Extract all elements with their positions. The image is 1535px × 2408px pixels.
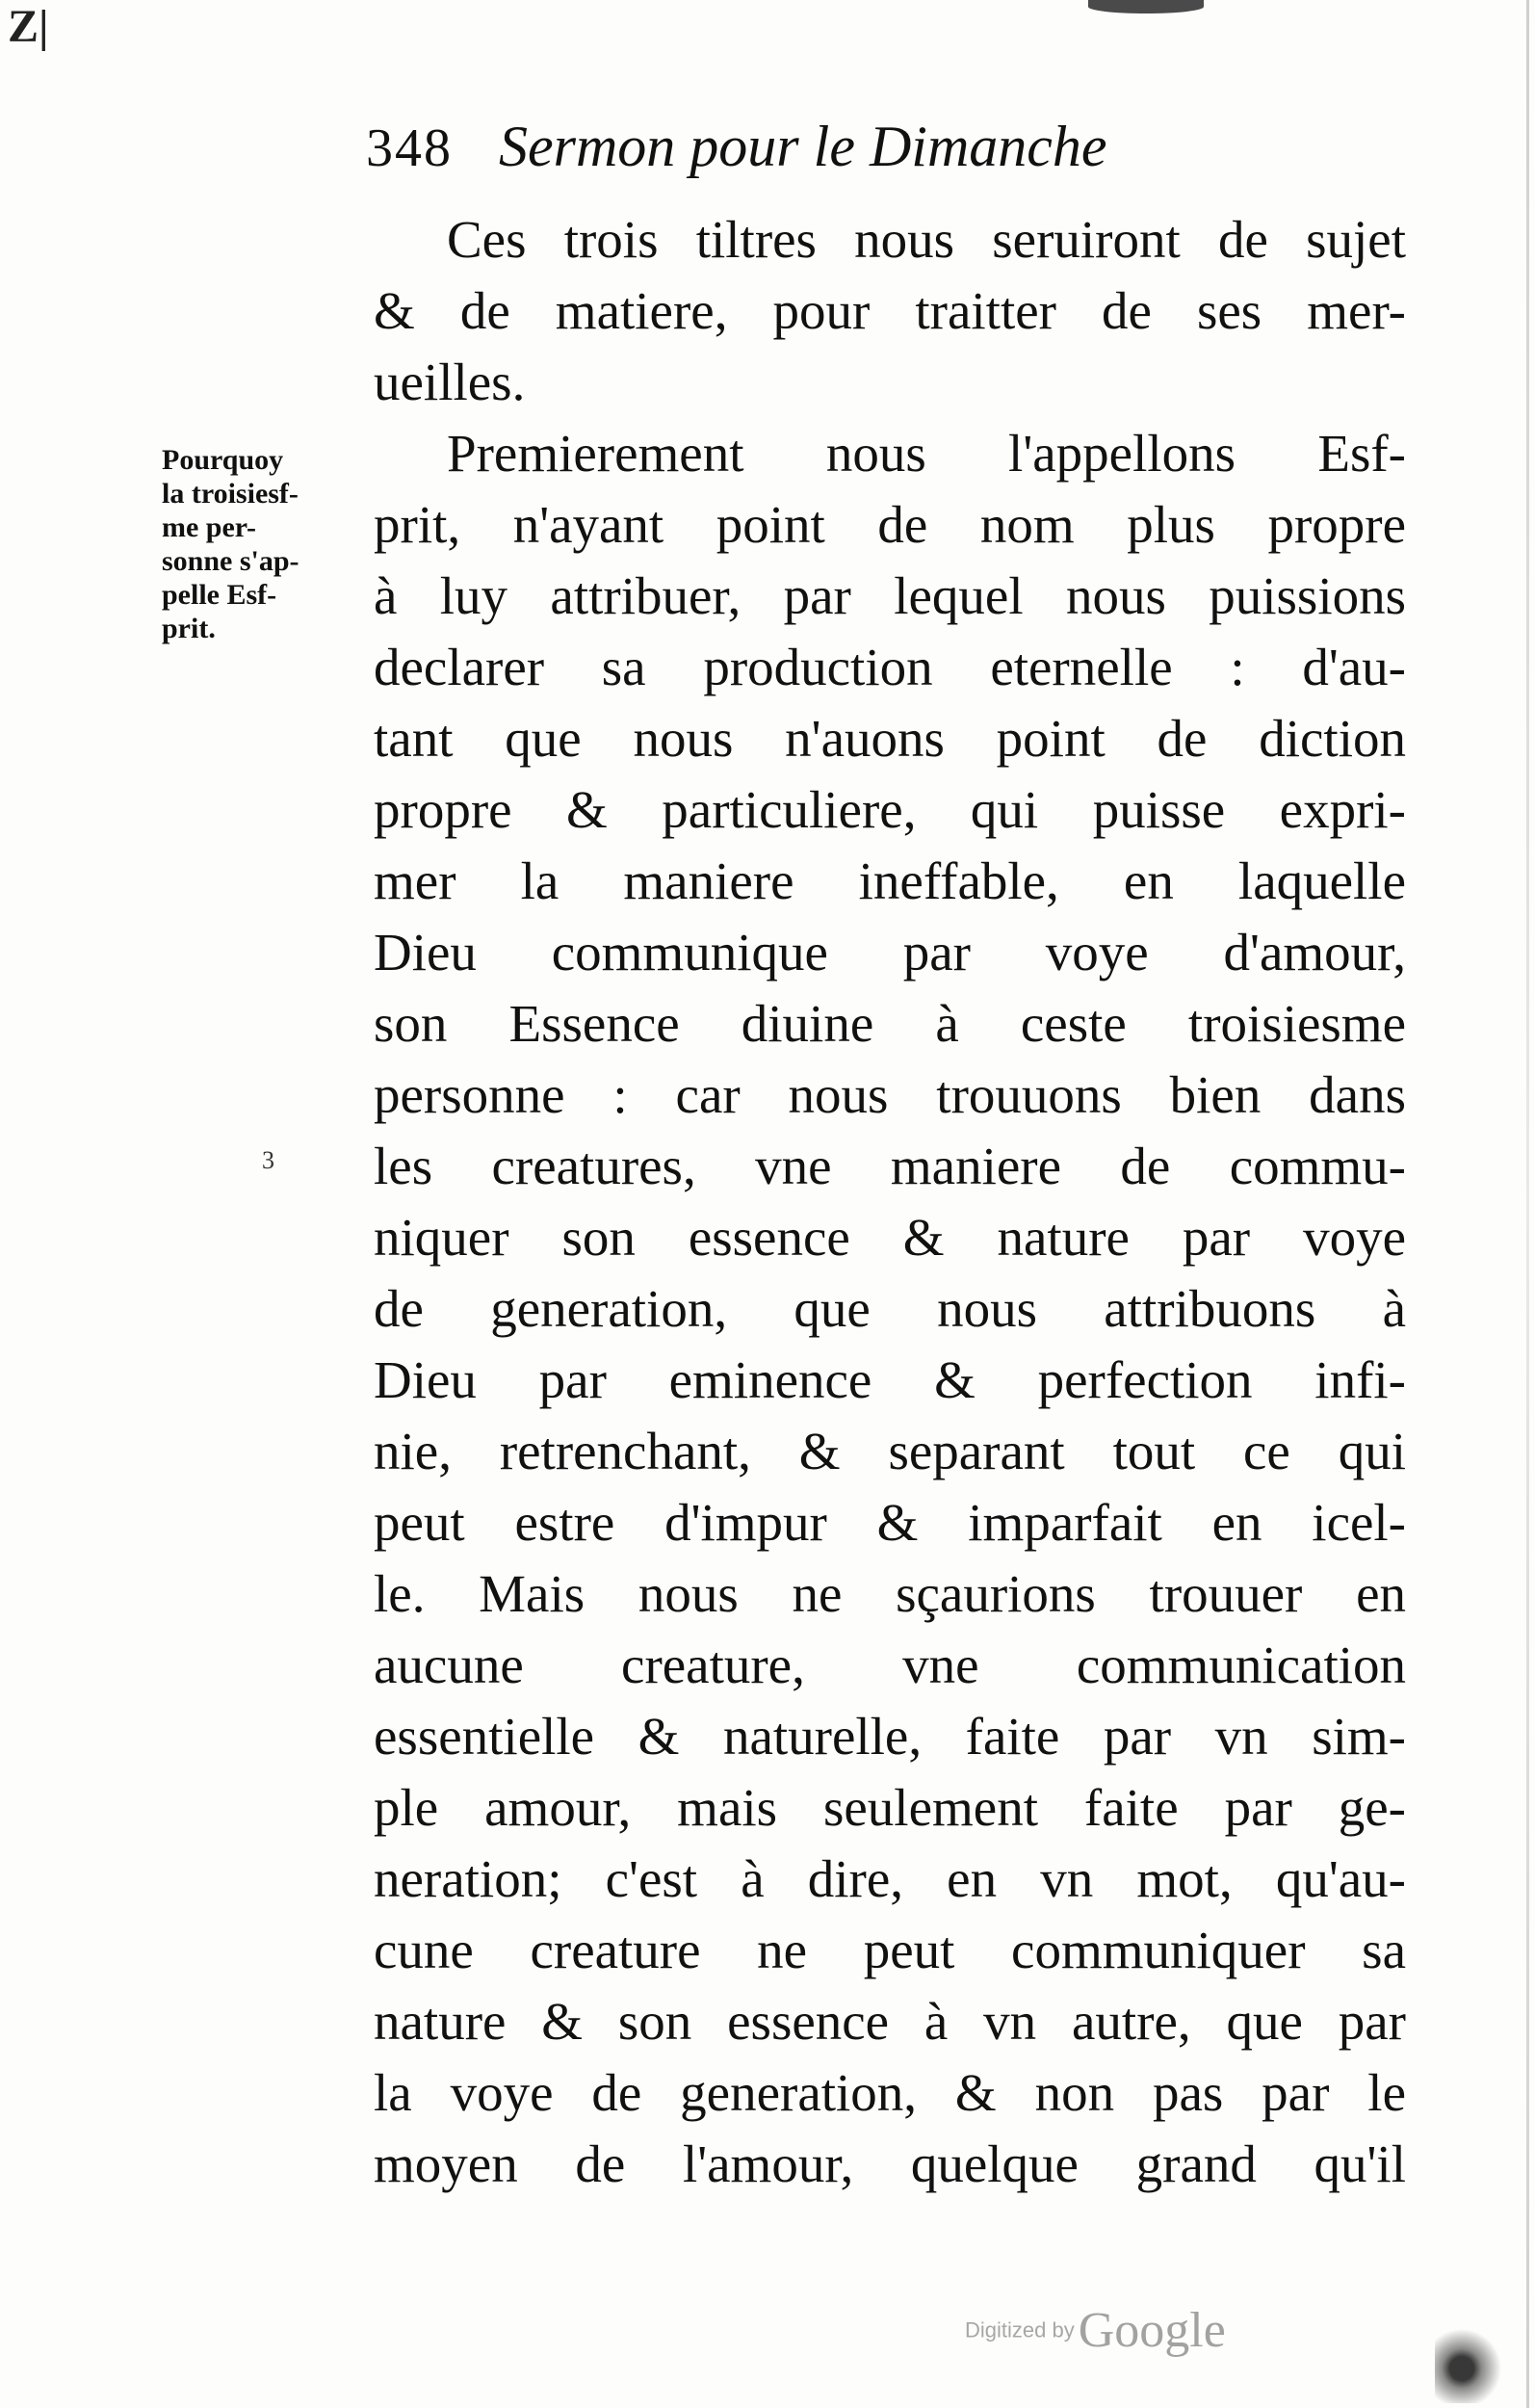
text-line: ueilles.	[374, 353, 526, 411]
margin-numeral: 3	[262, 1146, 274, 1174]
margin-note-line: Pourquoy	[162, 444, 284, 476]
page-edge	[1526, 0, 1529, 2408]
text-line: Dieu communique par voye d'amour,	[374, 923, 1406, 982]
running-head	[366, 114, 1329, 191]
text-line: nie, retrenchant, & separant tout ce qui	[374, 1422, 1406, 1480]
margin-note	[162, 443, 374, 645]
text-line: mer la maniere ineffable, en laquelle	[374, 851, 1406, 910]
text-line: de generation, que nous attribuons à	[374, 1279, 1406, 1338]
text-line: ple amour, mais seulement faite par ge-	[374, 1778, 1406, 1837]
text-line: & de matiere, pour traitter de ses mer-	[374, 281, 1406, 340]
google-logo: Google	[1078, 2303, 1226, 2358]
text-line: tant que nous n'auons point de diction	[374, 709, 1406, 768]
ink-smudge-bottom	[1435, 2316, 1502, 2403]
text-line: à luy attribuer, par lequel nous puissions	[374, 566, 1406, 625]
running-title: Sermon pour le Dimanche	[499, 115, 1107, 178]
ink-smudge-top	[1088, 0, 1204, 13]
text-line: la voye de generation, & non pas par le	[374, 2063, 1406, 2122]
text-line: les creatures, vne maniere de commu-	[374, 1137, 1406, 1195]
text-line: declarer sa production eternelle : d'au-	[374, 638, 1406, 696]
corner-ink-mark: Z|	[8, 1, 49, 52]
google-watermark	[965, 2302, 1226, 2359]
text-line: Ces trois tiltres nous seruiront de sujet	[447, 210, 1406, 269]
margin-note-line: sonne s'ap-	[162, 545, 299, 577]
text-line: son Essence diuine à ceste troisiesme	[374, 994, 1406, 1053]
text-line: aucune creature, vne communication	[374, 1636, 1406, 1694]
text-line: Premierement nous l'appellons Esf-	[447, 424, 1406, 483]
text-line: essentielle & naturelle, faite par vn sim-	[374, 1707, 1406, 1766]
text-line: personne : car nous trouuons bien dans	[374, 1065, 1406, 1124]
margin-note-line: pelle Esf-	[162, 579, 277, 611]
text-line: neration; c'est à dire, en vn mot, qu'au-	[374, 1849, 1406, 1908]
margin-note-line: me per-	[162, 511, 256, 543]
text-line: le. Mais nous ne sçaurions trouuer en	[374, 1564, 1406, 1623]
margin-note-line: la troisiesf-	[162, 478, 299, 510]
text-line: peut estre d'impur & imparfait en icel-	[374, 1493, 1406, 1552]
text-line: moyen de l'amour, quelque grand qu'il	[374, 2134, 1406, 2193]
body-text	[374, 204, 1406, 2200]
text-line: Dieu par eminence & perfection infi-	[374, 1350, 1406, 1409]
margin-note-line: prit.	[162, 613, 216, 644]
page-number: 348	[366, 118, 453, 178]
text-line: propre & particuliere, qui puisse expri-	[374, 780, 1406, 839]
text-line: cune creature ne peut communiquer sa	[374, 1921, 1406, 1979]
text-line: nature & son essence à vn autre, que par	[374, 1992, 1406, 2051]
text-line: niquer son essence & nature par voye	[374, 1208, 1406, 1267]
watermark-prefix: Digitized by	[965, 2317, 1075, 2343]
text-line: prit, n'ayant point de nom plus propre	[374, 495, 1406, 554]
